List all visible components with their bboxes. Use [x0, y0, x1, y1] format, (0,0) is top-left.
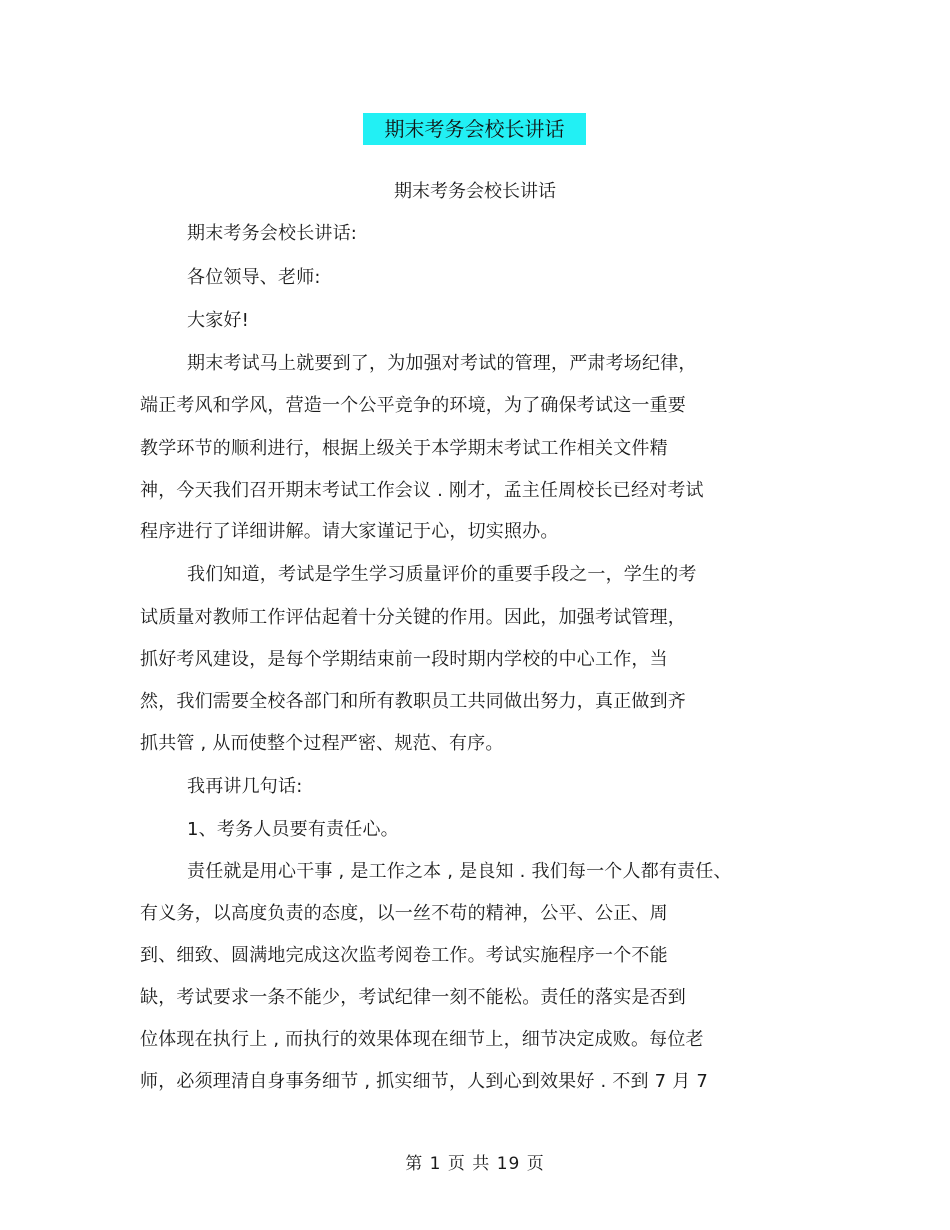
paragraph-line: 师，必须理清自身事务细节 , 抓实细节，人到心到效果好 . 不到 7 月 7 [140, 1071, 708, 1092]
paragraph-line: 教学环节的顺利进行，根据上级关于本学期末考试工作相关文件精 [140, 438, 668, 459]
paragraph-line: 抓好考风建设，是每个学期结束前一段时期内学校的中心工作，当 [140, 649, 668, 670]
highlighted-document-title: 期末考务会校长讲话 [363, 113, 586, 145]
greeting-heading: 期末考务会校长讲话: [187, 223, 358, 244]
paragraph-line: 端正考风和学风，营造一个公平竞争的环境，为了确保考试这一重要 [140, 395, 686, 416]
paragraph-line: 有义务，以高度负责的态度，以一丝不苟的精神，公平、公正、周 [140, 903, 668, 924]
paragraph-line: 位体现在执行上 , 而执行的效果体现在细节上，细节决定成败。每位老 [140, 1029, 704, 1050]
paragraph-line: 程序进行了详细讲解。请大家谨记于心，切实照办。 [140, 521, 559, 542]
paragraph-line: 试质量对教师工作评估起着十分关键的作用。因此，加强考试管理， [140, 607, 686, 628]
paragraph-line: 期末考试马上就要到了，为加强对考试的管理，严肃考场纪律， [187, 353, 697, 374]
numbered-point-heading: 1、考务人员要有责任心。 [187, 819, 399, 840]
paragraph-line: 抓共管 , 从而使整个过程严密、规范、有序。 [140, 733, 504, 754]
hello-line: 大家好! [187, 310, 250, 331]
paragraph-line: 然，我们需要全校各部门和所有教职员工共同做出努力，真正做到齐 [140, 691, 686, 712]
paragraph-line: 缺，考试要求一条不能少，考试纪律一刻不能松。责任的落实是否到 [140, 987, 686, 1008]
paragraph-line: 责任就是用心干事 , 是工作之本 , 是良知 . 我们每一个人都有责任、 [187, 861, 732, 882]
paragraph-line: 神，今天我们召开期末考试工作会议 . 刚才，孟主任周校长已经对考试 [140, 480, 704, 501]
document-subtitle: 期末考务会校长讲话 [394, 181, 556, 202]
paragraph-line: 到、细致、圆满地完成这次监考阅卷工作。考试实施程序一个不能 [140, 945, 668, 966]
paragraph-line: 我们知道，考试是学生学习质量评价的重要手段之一，学生的考 [187, 564, 697, 585]
page-number-footer: 第 1 页 共 19 页 [405, 1154, 545, 1174]
salutation-line: 各位领导、老师: [187, 267, 321, 288]
section-intro-line: 我再讲几句话: [187, 776, 303, 797]
